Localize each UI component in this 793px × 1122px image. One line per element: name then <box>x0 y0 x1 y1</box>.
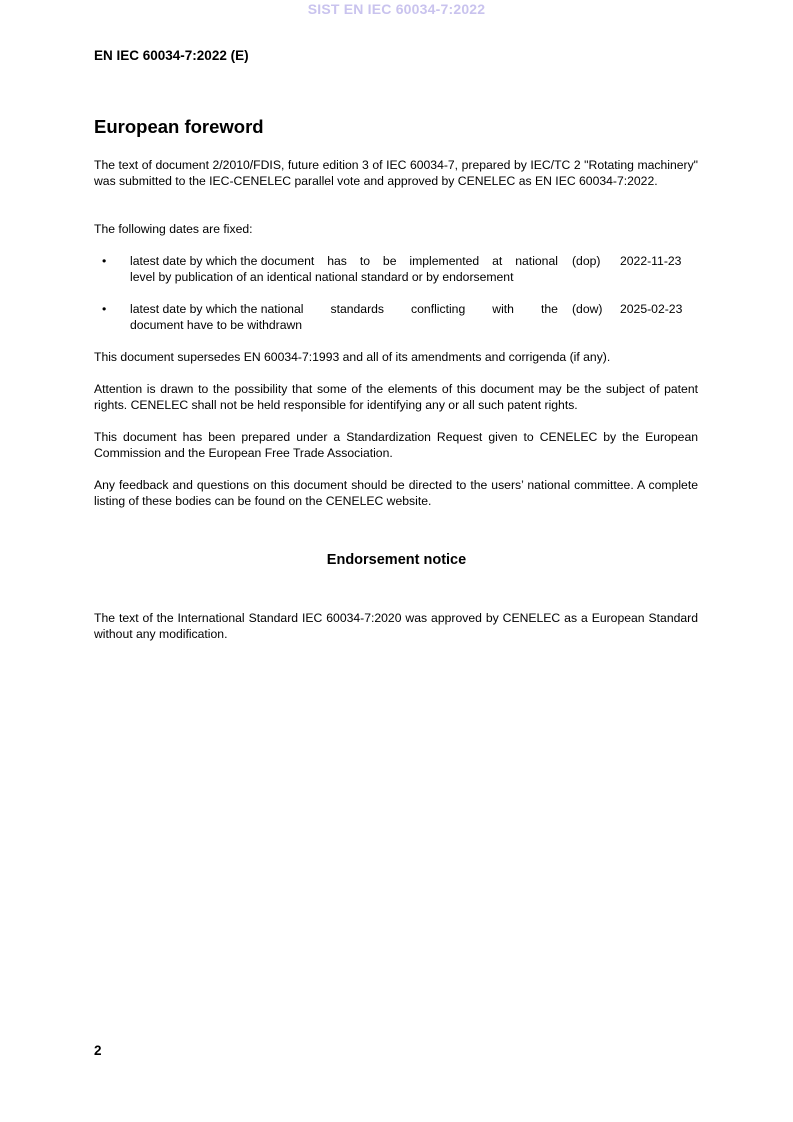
standardization-paragraph: This document has been prepared under a Standardization Request given to CENELEC by the European Commission and the European Free Trade Association. <box>94 430 698 460</box>
date-code: (dow) <box>572 302 603 316</box>
desc-word: national <box>515 254 558 268</box>
page-number: 2 <box>94 1043 102 1058</box>
supersedes-paragraph: This document supersedes EN 60034-7:1993 and all of its amendments and corrigenda (if any). <box>94 350 611 364</box>
desc-word: conflicting <box>411 302 466 316</box>
watermark: SIST EN IEC 60034-7:2022 <box>307 1 486 17</box>
date-value: 2022-11-23 <box>620 254 682 268</box>
desc-word: be <box>382 254 397 268</box>
foreword-intro-paragraph: The text of document 2/2010/FDIS, future edition 3 of IEC 60034-7, prepared by IEC/TC 2 "Rotating machinery" was submitted to the IEC-CENELEC parallel vote and approved by CENELEC as EN IEC 60034-7:2022. <box>94 158 698 188</box>
bullet: • <box>102 254 107 268</box>
endorsement-heading: Endorsement notice <box>326 552 467 568</box>
desc-word: the <box>541 302 558 316</box>
desc-word: standards <box>330 302 385 316</box>
bullet: • <box>102 302 107 316</box>
date-value: 2025-02-23 <box>620 302 683 316</box>
desc-word: latest date by which the document <box>130 254 315 268</box>
foreword-heading: European foreword <box>94 116 264 137</box>
desc-word: with <box>492 302 514 316</box>
date-description <box>130 302 570 333</box>
desc-word: to <box>359 254 370 268</box>
desc-line-2: level by publication of an identical national standard or by endorsement <box>130 269 514 284</box>
desc-word: has <box>327 254 347 268</box>
desc-word: implemented <box>409 254 480 268</box>
patent-paragraph: Attention is drawn to the possibility that some of the elements of this document may be the subject of patent rights. CENELEC shall not be held responsible for identifying any or all such patent rights. <box>94 382 698 412</box>
desc-word: latest date by which the national <box>130 302 304 316</box>
desc-line-2: document have to be withdrawn <box>130 317 303 332</box>
document-identifier: EN IEC 60034-7:2022 (E) <box>94 48 249 63</box>
date-code: (dop) <box>572 254 601 268</box>
dates-intro: The following dates are fixed: <box>94 222 253 236</box>
date-description <box>130 254 570 285</box>
desc-word: at <box>492 254 503 268</box>
endorsement-paragraph: The text of the International Standard IEC 60034-7:2020 was approved by CENELEC as a European Standard without any modification. <box>94 611 698 641</box>
feedback-paragraph: Any feedback and questions on this document should be directed to the users’ national committee. A complete listing of these bodies can be found on the CENELEC website. <box>94 478 698 508</box>
